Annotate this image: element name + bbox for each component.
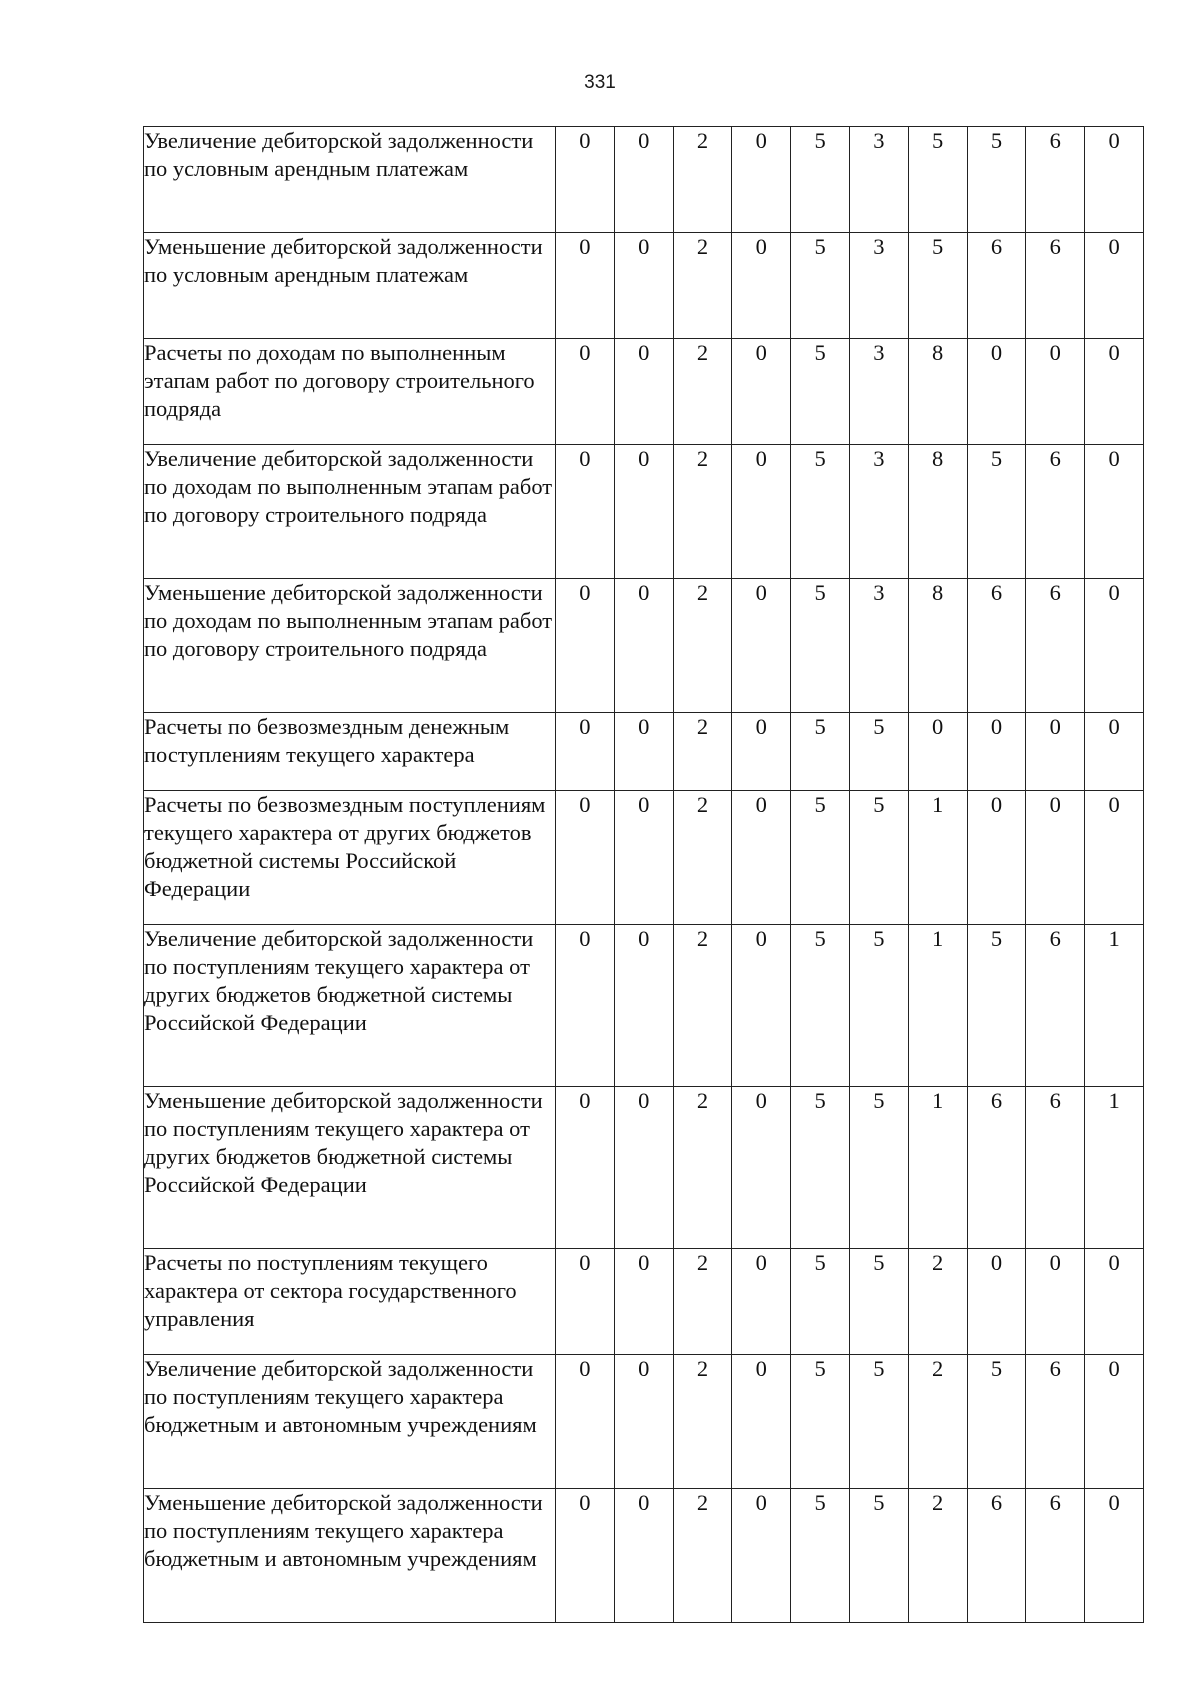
code-digit-5: 5: [791, 1249, 850, 1355]
code-digit-2: 0: [614, 339, 673, 445]
code-digit-8: 6: [967, 233, 1026, 339]
code-digit-2: 0: [614, 1355, 673, 1489]
table-body: [144, 127, 1144, 1623]
code-digit-5: 5: [791, 713, 850, 791]
code-digit-6: 5: [849, 1249, 908, 1355]
code-digit-7: 2: [908, 1355, 967, 1489]
code-digit-10: 0: [1085, 1249, 1144, 1355]
code-digit-8: 5: [967, 1355, 1026, 1489]
code-digit-6: 3: [849, 339, 908, 445]
code-digit-4: 0: [732, 925, 791, 1087]
code-digit-9: 0: [1026, 339, 1085, 445]
code-digit-10: 0: [1085, 1489, 1144, 1623]
code-digit-4: 0: [732, 1087, 791, 1249]
code-digit-9: 6: [1026, 127, 1085, 233]
code-digit-1: 0: [556, 1087, 615, 1249]
code-digit-9: 0: [1026, 713, 1085, 791]
code-digit-6: 5: [849, 713, 908, 791]
code-digit-3: 2: [673, 791, 732, 925]
code-digit-8: 0: [967, 791, 1026, 925]
code-digit-2: 0: [614, 713, 673, 791]
code-digit-8: 5: [967, 445, 1026, 579]
row-description: Расчеты по доходам по выполненным этапам работ по договору строительного подряда: [144, 339, 556, 445]
table-row: [144, 791, 1144, 925]
code-digit-7: 8: [908, 445, 967, 579]
code-digit-4: 0: [732, 445, 791, 579]
code-digit-1: 0: [556, 925, 615, 1087]
code-digit-9: 6: [1026, 1355, 1085, 1489]
code-digit-5: 5: [791, 233, 850, 339]
code-digit-10: 0: [1085, 713, 1144, 791]
code-digit-2: 0: [614, 233, 673, 339]
code-digit-2: 0: [614, 1087, 673, 1249]
code-digit-7: 8: [908, 339, 967, 445]
code-digit-4: 0: [732, 233, 791, 339]
code-digit-9: 6: [1026, 1489, 1085, 1623]
code-digit-5: 5: [791, 127, 850, 233]
code-digit-9: 0: [1026, 791, 1085, 925]
row-description: Уменьшение дебиторской задолженности по доходам по выполненным этапам работ по договору строительного подряда: [144, 579, 556, 713]
code-digit-1: 0: [556, 1355, 615, 1489]
code-digit-4: 0: [732, 1489, 791, 1623]
code-digit-6: 5: [849, 1489, 908, 1623]
code-digit-7: 1: [908, 925, 967, 1087]
code-digit-5: 5: [791, 1489, 850, 1623]
code-digit-5: 5: [791, 925, 850, 1087]
code-digit-7: 2: [908, 1489, 967, 1623]
code-digit-4: 0: [732, 127, 791, 233]
code-digit-7: 2: [908, 1249, 967, 1355]
table-row: [144, 713, 1144, 791]
row-description: Увеличение дебиторской задолженности по условным арендным платежам: [144, 127, 556, 233]
table-row: [144, 925, 1144, 1087]
code-digit-3: 2: [673, 1087, 732, 1249]
code-digit-5: 5: [791, 445, 850, 579]
code-digit-1: 0: [556, 713, 615, 791]
code-digit-3: 2: [673, 445, 732, 579]
code-digit-10: 0: [1085, 1355, 1144, 1489]
table-row: [144, 127, 1144, 233]
row-description: Увеличение дебиторской задолженности по поступлениям текущего характера от других бюджетов бюджетной системы Российской Федерации: [144, 925, 556, 1087]
code-digit-3: 2: [673, 713, 732, 791]
code-digit-1: 0: [556, 579, 615, 713]
row-description: Расчеты по безвозмездным поступлениям текущего характера от других бюджетов бюджетной системы Российской Федерации: [144, 791, 556, 925]
code-digit-2: 0: [614, 791, 673, 925]
code-digit-6: 5: [849, 925, 908, 1087]
code-digit-3: 2: [673, 1249, 732, 1355]
table-row: [144, 1355, 1144, 1489]
table-row: [144, 339, 1144, 445]
code-digit-5: 5: [791, 339, 850, 445]
code-digit-9: 6: [1026, 1087, 1085, 1249]
row-description: Увеличение дебиторской задолженности по поступлениям текущего характера бюджетным и автономным учреждениям: [144, 1355, 556, 1489]
code-digit-2: 0: [614, 925, 673, 1087]
code-digit-8: 6: [967, 1087, 1026, 1249]
code-digit-3: 2: [673, 925, 732, 1087]
code-digit-10: 0: [1085, 127, 1144, 233]
code-digit-8: 6: [967, 579, 1026, 713]
code-digit-2: 0: [614, 127, 673, 233]
code-digit-3: 2: [673, 1489, 732, 1623]
code-digit-5: 5: [791, 791, 850, 925]
row-description: Расчеты по поступлениям текущего характера от сектора государственного управления: [144, 1249, 556, 1355]
account-codes-table: [143, 126, 1144, 1623]
code-digit-10: 0: [1085, 445, 1144, 579]
code-digit-6: 5: [849, 1087, 908, 1249]
code-digit-6: 5: [849, 1355, 908, 1489]
code-digit-1: 0: [556, 1249, 615, 1355]
code-digit-1: 0: [556, 1489, 615, 1623]
code-digit-4: 0: [732, 713, 791, 791]
table-row: [144, 1489, 1144, 1623]
code-digit-1: 0: [556, 791, 615, 925]
code-digit-8: 6: [967, 1489, 1026, 1623]
code-digit-7: 0: [908, 713, 967, 791]
code-digit-1: 0: [556, 233, 615, 339]
code-digit-10: 0: [1085, 339, 1144, 445]
code-digit-7: 5: [908, 127, 967, 233]
table-row: [144, 445, 1144, 579]
code-digit-6: 3: [849, 233, 908, 339]
code-digit-8: 0: [967, 1249, 1026, 1355]
code-digit-7: 1: [908, 791, 967, 925]
code-digit-2: 0: [614, 579, 673, 713]
code-digit-7: 1: [908, 1087, 967, 1249]
code-digit-7: 8: [908, 579, 967, 713]
code-digit-9: 6: [1026, 579, 1085, 713]
code-digit-3: 2: [673, 233, 732, 339]
code-digit-9: 6: [1026, 445, 1085, 579]
page-number: 331: [584, 72, 616, 93]
code-digit-3: 2: [673, 339, 732, 445]
code-digit-1: 0: [556, 339, 615, 445]
code-digit-4: 0: [732, 339, 791, 445]
code-digit-2: 0: [614, 1249, 673, 1355]
table-row: [144, 233, 1144, 339]
row-description: Уменьшение дебиторской задолженности по условным арендным платежам: [144, 233, 556, 339]
code-digit-9: 6: [1026, 925, 1085, 1087]
code-digit-4: 0: [732, 1249, 791, 1355]
code-digit-2: 0: [614, 1489, 673, 1623]
table-row: [144, 1249, 1144, 1355]
code-digit-4: 0: [732, 1355, 791, 1489]
code-digit-3: 2: [673, 127, 732, 233]
row-description: Уменьшение дебиторской задолженности по поступлениям текущего характера от других бюджетов бюджетной системы Российской Федерации: [144, 1087, 556, 1249]
code-digit-8: 5: [967, 925, 1026, 1087]
code-digit-8: 0: [967, 339, 1026, 445]
code-digit-4: 0: [732, 791, 791, 925]
row-description: Увеличение дебиторской задолженности по доходам по выполненным этапам работ по договору строительного подряда: [144, 445, 556, 579]
code-digit-6: 3: [849, 127, 908, 233]
code-digit-3: 2: [673, 579, 732, 713]
code-digit-3: 2: [673, 1355, 732, 1489]
table-row: [144, 579, 1144, 713]
code-digit-10: 1: [1085, 925, 1144, 1087]
table-row: [144, 1087, 1144, 1249]
code-digit-6: 5: [849, 791, 908, 925]
code-digit-10: 0: [1085, 233, 1144, 339]
code-digit-8: 5: [967, 127, 1026, 233]
code-digit-5: 5: [791, 579, 850, 713]
code-digit-9: 6: [1026, 233, 1085, 339]
code-digit-5: 5: [791, 1087, 850, 1249]
code-digit-8: 0: [967, 713, 1026, 791]
code-digit-6: 3: [849, 579, 908, 713]
code-digit-5: 5: [791, 1355, 850, 1489]
code-digit-1: 0: [556, 445, 615, 579]
code-digit-10: 1: [1085, 1087, 1144, 1249]
code-digit-4: 0: [732, 579, 791, 713]
code-digit-1: 0: [556, 127, 615, 233]
row-description: Уменьшение дебиторской задолженности по поступлениям текущего характера бюджетным и автономным учреждениям: [144, 1489, 556, 1623]
code-digit-9: 0: [1026, 1249, 1085, 1355]
code-digit-10: 0: [1085, 579, 1144, 713]
code-digit-10: 0: [1085, 791, 1144, 925]
code-digit-6: 3: [849, 445, 908, 579]
code-digit-2: 0: [614, 445, 673, 579]
code-digit-7: 5: [908, 233, 967, 339]
row-description: Расчеты по безвозмездным денежным поступлениям текущего характера: [144, 713, 556, 791]
